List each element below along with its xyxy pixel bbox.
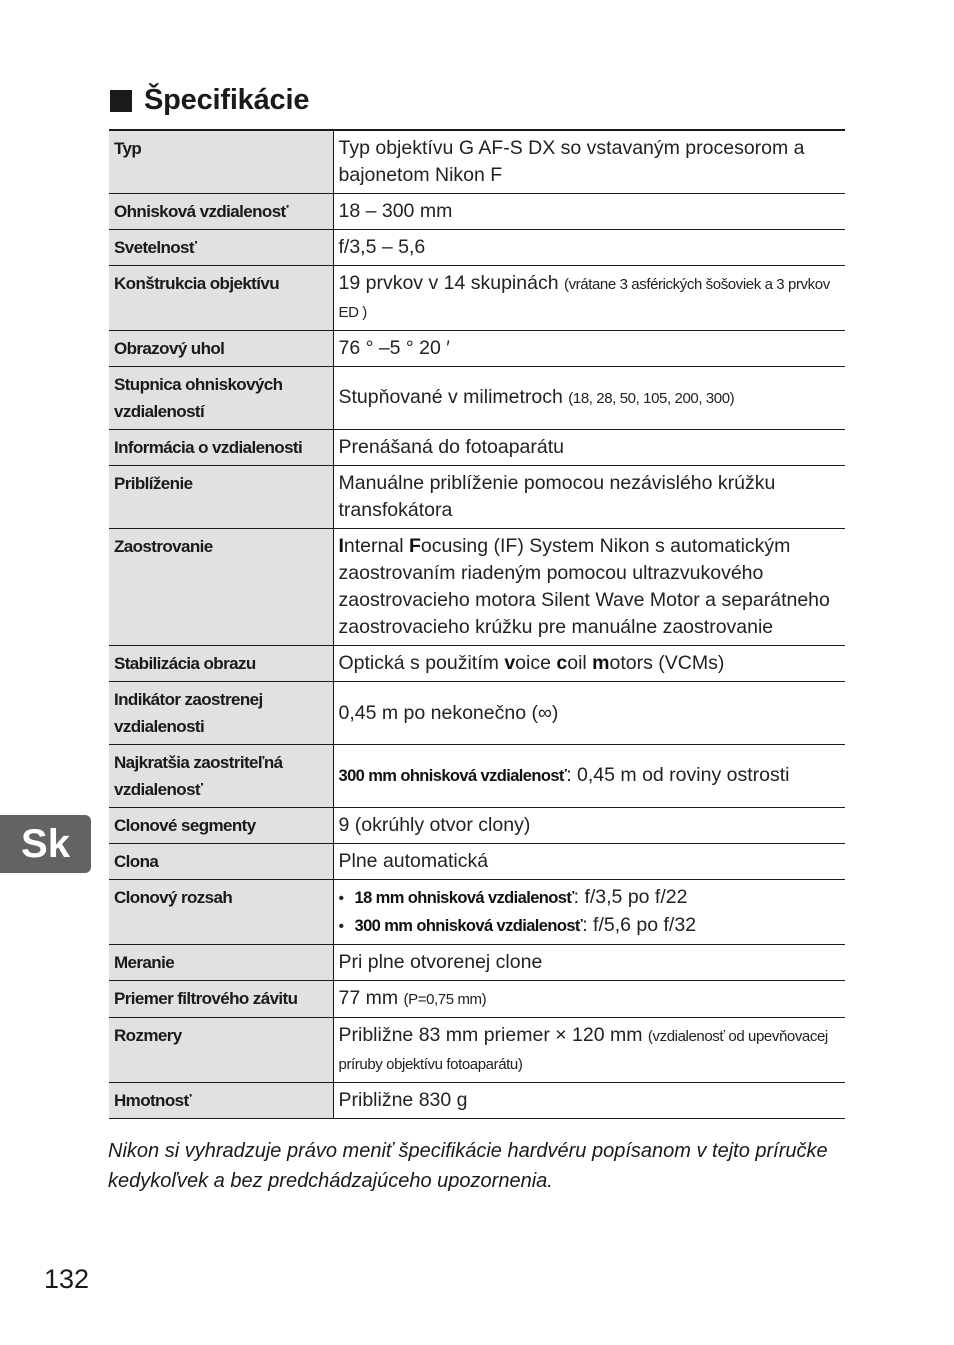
disclaimer-note — [108, 1136, 848, 1196]
row-label: Ohnisková vzdialenosť — [109, 194, 333, 230]
row-label: Zaostrovanie — [109, 529, 333, 646]
row-value: Plne automatická — [333, 844, 845, 880]
row-value — [333, 367, 845, 430]
table-row — [109, 981, 845, 1018]
row-label: Najkratšia zaostriteľná vzdialenosť — [109, 745, 333, 808]
table-row — [109, 194, 845, 230]
row-label: Priblíženie — [109, 466, 333, 529]
initial-letter: F — [408, 535, 421, 557]
row-label: Priemer filtrového závitu — [109, 981, 333, 1018]
table-row — [109, 230, 845, 266]
value-part: Optická s použitím — [338, 652, 505, 674]
note-text: Nikon si vyhradzuje právo meniť špecifikácie hardvéru popísanom v tejto príručke kedykoľvek a bez predchádzajúceho upozornenia — [108, 1140, 828, 1192]
row-label: Clonový rozsah — [109, 880, 333, 945]
value-main: 77 mm — [338, 987, 399, 1009]
value-part: nternal — [343, 535, 409, 557]
row-value — [333, 880, 845, 945]
table-row — [109, 1083, 845, 1119]
row-value: Prenášaná do fotoaparátu — [333, 430, 845, 466]
row-value: 18 – 300 mm — [333, 194, 845, 230]
table-row — [109, 745, 845, 808]
note-end: . — [547, 1170, 553, 1192]
value-main: Stupňované v milimetroch — [338, 386, 563, 408]
table-row — [109, 844, 845, 880]
row-label: Konštrukcia objektívu — [109, 266, 333, 331]
page-title: Špecifikácie — [144, 84, 310, 116]
table-row — [109, 1018, 845, 1083]
row-label: Clonové segmenty — [109, 808, 333, 844]
list-item — [339, 912, 841, 940]
row-value — [333, 745, 845, 808]
value-part: : f/3,5 po f/22 — [573, 886, 688, 908]
row-value: 9 (okrúhly otvor clony) — [333, 808, 845, 844]
value-main: Približne 83 mm priemer × 120 mm — [338, 1024, 643, 1046]
row-label: Hmotnosť — [109, 1083, 333, 1119]
value-part: oil — [567, 652, 593, 674]
row-value: Pri plne otvorenej clone — [333, 945, 845, 981]
row-label: Stupnica ohniskových vzdialeností — [109, 367, 333, 430]
row-label: Obrazový uhol — [109, 331, 333, 367]
row-label: Rozmery — [109, 1018, 333, 1083]
initial-letter: I — [338, 535, 344, 557]
value-note: (18, 28, 50, 105, 200, 300) — [568, 390, 735, 407]
square-bullet-icon — [110, 90, 132, 112]
table-row — [109, 529, 845, 646]
table-row — [109, 808, 845, 844]
row-value: Približne 830 g — [333, 1083, 845, 1119]
row-value: 0,45 m po nekonečno (∞) — [333, 682, 845, 745]
row-value: Typ objektívu G AF-S DX so vstavaným procesorom a bajonetom Nikon F — [333, 130, 845, 194]
initial-letter: c — [556, 652, 568, 674]
value-part: oice — [515, 652, 557, 674]
value-part: : 0,45 m od roviny ostrosti — [566, 764, 790, 786]
value-bold: 300 mm ohnisková vzdialenosť — [338, 767, 567, 785]
bullet-list — [339, 884, 841, 940]
value-note: (P=0,75 mm) — [403, 991, 487, 1008]
table-row — [109, 466, 845, 529]
row-value: Manuálne priblíženie pomocou nezávislého krúžku transfokátora — [333, 466, 845, 529]
table-row — [109, 130, 845, 194]
row-value — [333, 1018, 845, 1083]
row-value — [333, 529, 845, 646]
row-value: 76 ° –5 ° 20 ′ — [333, 331, 845, 367]
row-value — [333, 266, 845, 331]
row-value — [333, 646, 845, 682]
value-main: 19 prvkov v 14 skupinách — [338, 272, 559, 294]
row-label: Informácia o vzdialenosti — [109, 430, 333, 466]
row-label: Stabilizácia obrazu — [109, 646, 333, 682]
row-label: Typ — [109, 130, 333, 194]
page-number: 132 — [44, 1264, 90, 1294]
value-note: (vrátane 3 asférických šošoviek a 3 prvkov ED ) — [338, 276, 830, 321]
list-item — [339, 884, 841, 912]
value-part: : f/5,6 po f/32 — [582, 914, 697, 936]
value-part: otors (VCMs) — [609, 652, 725, 674]
initial-letter: m — [592, 652, 610, 674]
spec-table — [109, 129, 845, 1119]
value-bold: 300 mm ohnisková vzdialenosť — [354, 917, 583, 935]
section-heading — [110, 84, 309, 117]
table-row — [109, 331, 845, 367]
row-label: Indikátor zaostrenej vzdialenosti — [109, 682, 333, 745]
row-label: Svetelnosť — [109, 230, 333, 266]
value-bold: 18 mm ohnisková vzdialenosť — [354, 889, 574, 907]
value-part: ocusing (IF) System Nikon s automatickým zaostrovaním riadeným pomocou ultrazvukového zaostrovacieho motora Silent Wave Motor a separátneho zaostrovacieho krúžku pre manuálne zaostrovanie — [338, 535, 830, 638]
table-row — [109, 430, 845, 466]
row-value — [333, 981, 845, 1018]
row-value: f/3,5 – 5,6 — [333, 230, 845, 266]
table-row — [109, 880, 845, 945]
initial-letter: v — [504, 652, 516, 674]
row-label: Meranie — [109, 945, 333, 981]
table-row — [109, 367, 845, 430]
value-note: (vzdialenosť od upevňovacej príruby objektívu fotoaparátu) — [338, 1028, 828, 1073]
table-row — [109, 646, 845, 682]
language-tab: Sk — [0, 815, 91, 873]
row-label: Clona — [109, 844, 333, 880]
table-row — [109, 266, 845, 331]
table-row — [109, 945, 845, 981]
table-row — [109, 682, 845, 745]
